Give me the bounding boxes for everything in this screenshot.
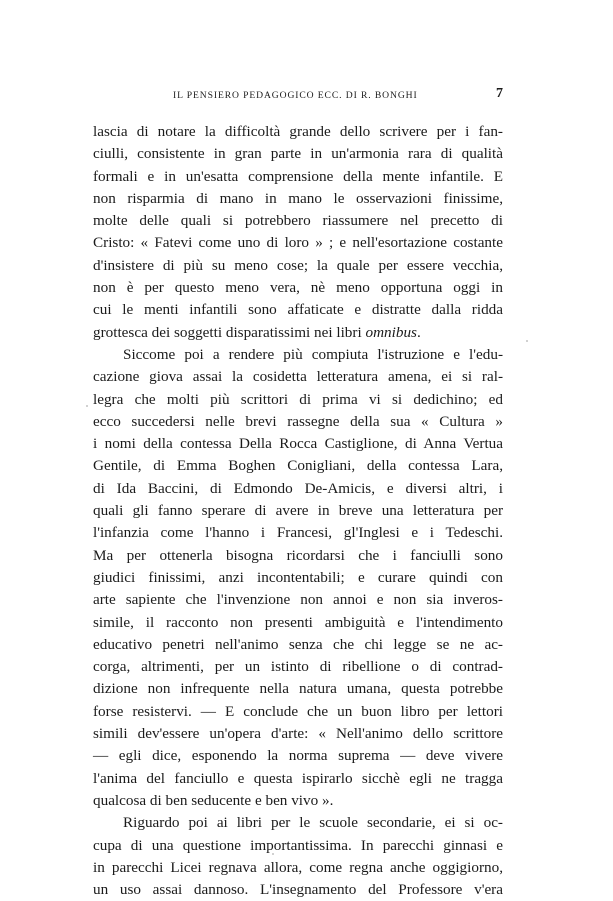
text-line: ecco succedersi nelle brevi rassegne della sua « Cultura » — [93, 412, 503, 430]
text-line: cazione giova assai la cosidetta letteratura amena, ei si ral- — [93, 368, 503, 386]
paper-speck — [86, 405, 88, 407]
text-line: arte sapiente che l'invenzione non annoi e non sia inveros- — [93, 591, 503, 609]
paper-speck — [526, 340, 528, 342]
text-line: Cristo: « Fatevi come uno di loro » ; e nell'esortazione costante — [93, 234, 503, 252]
text-line: legra che molti più scrittori di prima vi si dedichino; ed — [93, 390, 503, 408]
text-line: simile, il racconto non presenti ambiguità e l'intendimento — [93, 613, 503, 631]
text-line: lascia di notare la difficoltà grande dello scrivere per i fan- — [93, 123, 503, 140]
text-line: formali e in un'esatta comprensione della mente infantile. E — [93, 167, 503, 185]
text-segment: grottesca dei soggetti disparatissimi nei libri — [93, 323, 366, 341]
text-line: l'anima del fanciullo e questa ispirarlo sicchè egli ne tragga — [93, 769, 503, 787]
text-line: qualcosa di ben seducente e ben vivo ». — [93, 791, 334, 809]
text-line: ciulli, consistente in gran parte in un'armonia rara di qualità — [93, 145, 503, 163]
body-text — [93, 121, 503, 901]
paragraph-3 — [93, 812, 503, 901]
text-line: Riguardo poi ai libri per le scuole secondarie, ei si oc- — [123, 814, 503, 832]
text-line: un uso assai dannoso. L'insegnamento del Professore v'era — [93, 881, 503, 899]
text-line: simili dev'essere un'opera d'arte: « Nell'animo dello scrittore — [93, 725, 503, 743]
text-line: forse resistervi. — E conclude che un buon libro per lettori — [93, 702, 503, 720]
text-line: Siccome poi a rendere più compiuta l'istruzione e l'edu- — [123, 345, 503, 363]
text-line: — egli dice, esponendo la norma suprema — deve vivere — [93, 747, 503, 765]
text-line: l'infanzia come l'hanno i Francesi, gl'Inglesi e i Tedeschi. — [93, 524, 503, 542]
text-line: d'insistere di più su meno cose; la quale per essere vecchia, — [93, 256, 503, 274]
text-line — [93, 322, 503, 344]
text-segment: . — [416, 323, 421, 341]
text-line: cui le menti infantili sono affaticate e distratte dalla ridda — [93, 301, 503, 319]
paragraph-1 — [93, 121, 503, 344]
paper-speck — [272, 853, 274, 855]
italic-word: omnibus — [365, 323, 417, 341]
running-title: IL PENSIERO PEDAGOGICO ECC. DI R. BONGHI — [173, 90, 418, 101]
text-line: dizione non infrequente nella natura umana, questa potrebbe — [93, 680, 503, 698]
text-line: corga, altrimenti, per un istinto di ribellione o di contrad- — [93, 658, 503, 676]
text-line: di Ida Baccini, di Edmondo De-Amicis, e diversi altri, i — [93, 479, 503, 497]
text-line: Gentile, di Emma Boghen Conigliani, della contessa Lara, — [93, 457, 503, 475]
text-line: non risparmia di mano in mano le osservazioni finissime, — [93, 189, 503, 207]
text-line: non è per questo meno vera, nè meno opportuna oggi in — [93, 279, 503, 297]
text-line: quali gli fanno sperare di avere in breve una letteratura per — [93, 502, 503, 520]
paragraph-2 — [93, 344, 503, 812]
text-line: Ma per ottenerla bisogna ricordarsi che i fanciulli sono — [93, 546, 503, 564]
page-header — [93, 86, 503, 104]
text-line: giudici finissimi, anzi incontentabili; e curare quindi con — [93, 568, 503, 586]
text-line: i nomi della contessa Della Rocca Castiglione, di Anna Vertua — [93, 435, 503, 453]
text-line: in parecchi Licei regnava allora, come regna anche oggigiorno, — [93, 858, 503, 876]
text-line: educativo penetri nell'animo senza che chi legge se ne ac- — [93, 635, 503, 653]
text-line: cupa di una questione importantissima. In parecchi ginnasi e — [93, 836, 503, 854]
text-line: molte delle quali si potrebbero riassumere nel precetto di — [93, 212, 503, 230]
page-number: 7 — [496, 86, 503, 101]
